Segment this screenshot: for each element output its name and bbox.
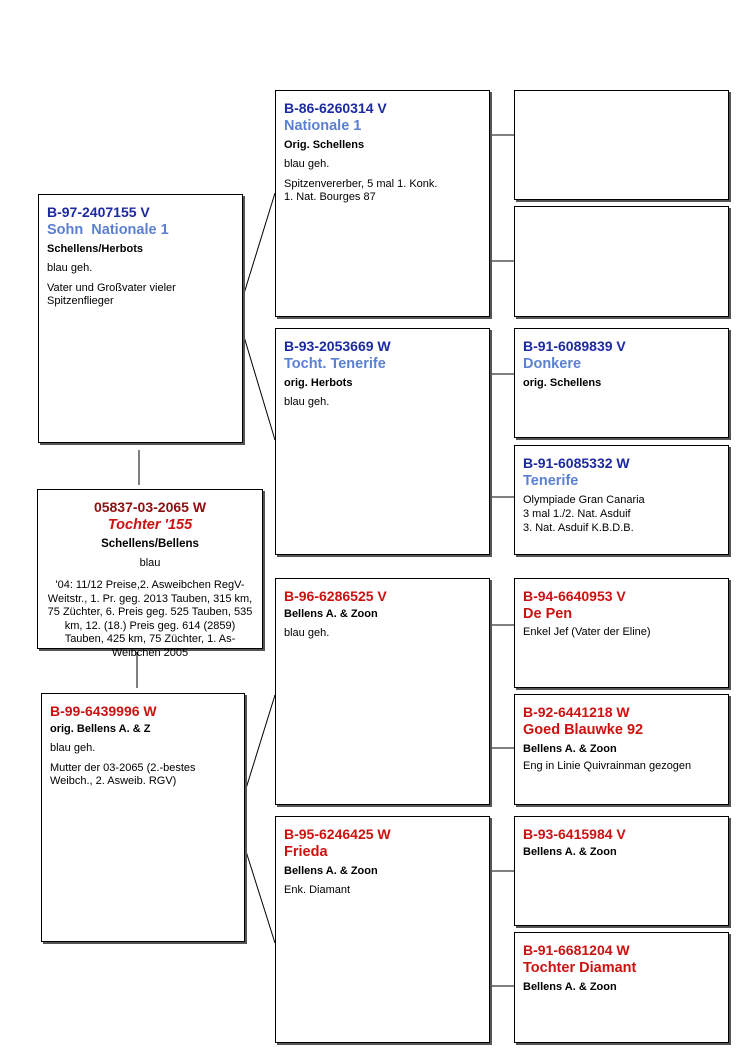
fmf-name: Donkere [523,356,582,372]
mmf-card[interactable] [514,816,729,926]
fmm-ring: B-91-6085332 W [523,455,630,471]
father-description: Vater und Großvater vieler Spitzenflieger [47,282,176,307]
ff-breeder: Orig. Schellens [284,139,365,151]
mf-ring: B-96-6286525 V [284,588,387,604]
mff-card[interactable] [514,578,729,688]
ff-name: Nationale 1 [284,118,362,134]
mfm-ring: B-92-6441218 W [523,704,630,720]
ff-ring: B-86-6260314 V [284,100,387,116]
subject-breeder: Schellens/Bellens [101,538,199,550]
mmm-card[interactable] [514,932,729,1043]
mm-name: Frieda [284,844,328,860]
mm-description: Enk. Diamant [284,884,351,896]
mmf-breeder: Bellens A. & Zoon [523,846,617,858]
mother-breeder: orig. Bellens A. & Z [50,723,151,735]
ff-description: Spitzenvererber, 5 mal 1. Konk. 1. Nat. Bourges 87 [284,178,438,203]
mmm-breeder: Bellens A. & Zoon [523,981,617,993]
father-breeder: Schellens/Herbots [47,243,143,255]
mfm-card[interactable] [514,694,729,805]
mff-ring: B-94-6640953 V [523,588,626,604]
mmm-name: Tochter Diamant [523,960,637,976]
fmf-breeder: orig. Schellens [523,377,602,389]
connector-father-ff [242,193,275,300]
mfm-breeder: Bellens A. & Zoon [523,743,617,755]
mf-color: blau geh. [284,627,330,639]
father-name: Sohn Nationale 1 [47,222,169,238]
ff-color: blau geh. [284,158,330,170]
father-color: blau geh. [47,262,93,274]
ffx-bottom-card[interactable] [514,206,729,317]
mmm-ring: B-91-6681204 W [523,942,630,958]
connector-mother-mf [244,695,275,795]
subject-color: blau [139,557,161,569]
mff-name: De Pen [523,606,573,622]
mm-breeder: Bellens A. & Zoon [284,865,378,877]
mm-card[interactable] [275,816,490,1043]
mf-breeder: Bellens A. & Zoon [284,608,378,620]
mff-description: Enkel Jef (Vater der Eline) [523,626,651,638]
subject-ring: 05837-03-2065 W [93,499,207,515]
fmf-ring: B-91-6089839 V [523,338,626,354]
fm-name: Tocht. Tenerife [284,356,386,372]
mmf-ring: B-93-6415984 V [523,826,626,842]
fmm-card[interactable] [514,445,729,555]
mother-ring: B-99-6439996 W [50,703,157,719]
fmm-name: Tenerife [523,473,579,489]
mfm-name: Goed Blauwke 92 [523,722,644,738]
mf-card[interactable] [275,578,490,805]
ffx-top-card[interactable] [514,90,729,200]
subject-card[interactable] [37,489,263,659]
connector-father-fm [242,330,275,440]
mother-color: blau geh. [50,742,96,754]
mother-description: Mutter der 03-2065 (2.-bestes Weibch., 2. Asweib. RGV) [50,762,196,787]
fmf-card[interactable] [514,328,729,438]
mm-ring: B-95-6246425 W [284,826,391,842]
subject-description: '04: 11/12 Preise,2. Asweibchen RegV-Weitstr., 1. Pr. geg. 2013 Tauben, 315 km, 75 Züchter, 6. Preis geg. 525 Tauben, 535 km, 12. (18.) Preis geg. 614 (2859) Tauben, 425 km, 75 Züchter, 1. As-Weibchen 2005 [47,579,253,659]
connector-mother-mm [244,845,275,943]
mfm-description: Eng in Linie Quivrainman gezogen [523,760,692,772]
mother-card[interactable] [41,693,245,942]
fm-ring: B-93-2053669 W [284,338,391,354]
fm-card[interactable] [275,328,490,555]
father-ring: B-97-2407155 V [47,204,150,220]
father-card[interactable] [38,194,243,443]
fm-breeder: orig. Herbots [284,377,353,389]
fmm-description: Olympiade Gran Canaria 3 mal 1./2. Nat. Asduif 3. Nat. Asduif K.B.D.B. [523,494,645,534]
subject-name: Tochter '155 [107,517,193,533]
ff-card[interactable] [275,90,490,317]
fm-color: blau geh. [284,396,330,408]
